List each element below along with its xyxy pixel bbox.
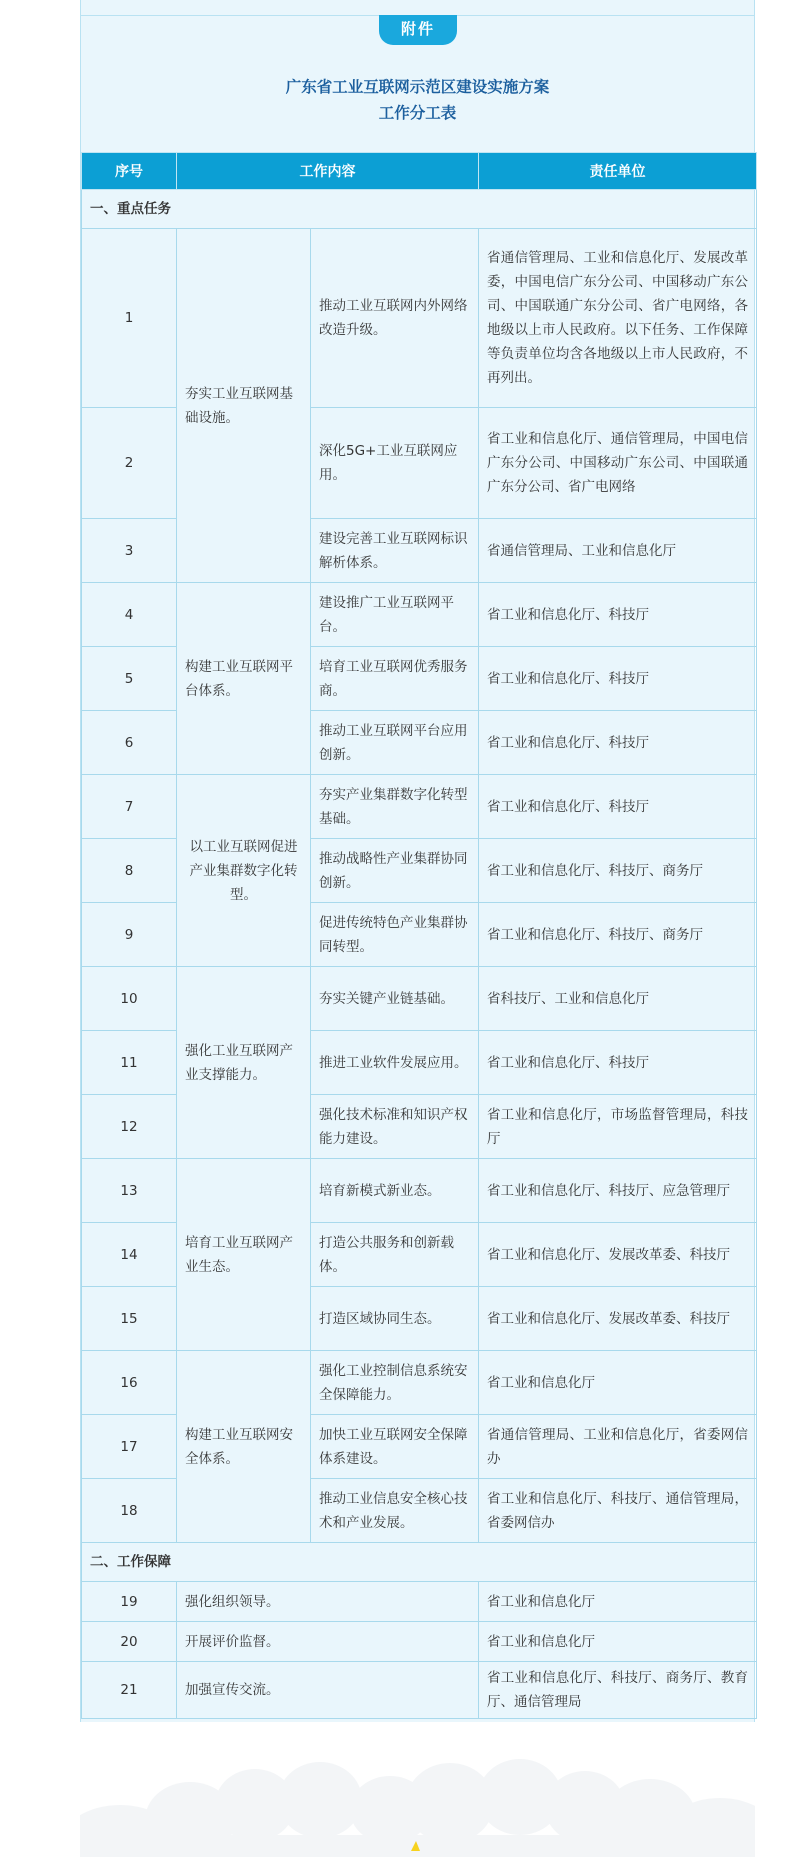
task-cell: 强化技术标准和知识产权能力建设。 — [311, 1095, 479, 1159]
table-row — [82, 583, 757, 647]
task-cell: 培育工业互联网优秀服务商。 — [311, 647, 479, 711]
task-cell: 推动战略性产业集群协同创新。 — [311, 839, 479, 903]
row-number: 8 — [82, 839, 177, 903]
row-number: 18 — [82, 1479, 177, 1543]
responsible-cell: 省工业和信息化厅、科技厅 — [479, 647, 757, 711]
table-row — [82, 1351, 757, 1415]
responsible-cell: 省工业和信息化厅，市场监督管理局，科技厅 — [479, 1095, 757, 1159]
responsible-cell: 省工业和信息化厅 — [479, 1582, 757, 1622]
table-row — [82, 1159, 757, 1223]
task-cell: 推动工业互联网内外网络改造升级。 — [311, 229, 479, 408]
table-header-row — [82, 153, 757, 190]
group-label: 培育工业互联网产业生态。 — [177, 1159, 311, 1351]
row-number: 11 — [82, 1031, 177, 1095]
row-number: 3 — [82, 519, 177, 583]
task-cell: 推动工业互联网平台应用创新。 — [311, 711, 479, 775]
row-number: 10 — [82, 967, 177, 1031]
responsible-cell: 省工业和信息化厅、发展改革委、科技厅 — [479, 1223, 757, 1287]
group-label: 强化工业互联网产业支撑能力。 — [177, 967, 311, 1159]
task-cell: 打造公共服务和创新载体。 — [311, 1223, 479, 1287]
document-panel — [80, 0, 755, 1722]
table-row — [82, 967, 757, 1031]
task-cell: 强化工业控制信息系统安全保障能力。 — [311, 1351, 479, 1415]
task-cell: 开展评价监督。 — [177, 1622, 479, 1662]
row-number: 21 — [82, 1662, 177, 1719]
row-number: 7 — [82, 775, 177, 839]
task-cell: 夯实关键产业链基础。 — [311, 967, 479, 1031]
title-line-1: 广东省工业互联网示范区建设实施方案 — [285, 78, 550, 96]
responsible-cell: 省工业和信息化厅、通信管理局，中国电信广东分公司、中国移动广东公司、中国联通广东分公司、省广电网络 — [479, 408, 757, 519]
row-number: 19 — [82, 1582, 177, 1622]
section-key-tasks: 一、重点任务 — [82, 190, 757, 229]
task-cell: 建设推广工业互联网平台。 — [311, 583, 479, 647]
row-number: 16 — [82, 1351, 177, 1415]
group-label: 构建工业互联网平台体系。 — [177, 583, 311, 775]
row-number: 14 — [82, 1223, 177, 1287]
responsible-cell: 省通信管理局、工业和信息化厅、发展改革委，中国电信广东分公司、中国移动广东公司、中国联通广东分公司、省广电网络，各地级以上市人民政府。以下任务、工作保障等负责单位均含各地级以上市人民政府，不再列出。 — [479, 229, 757, 408]
row-number: 20 — [82, 1622, 177, 1662]
task-cell: 强化组织领导。 — [177, 1582, 479, 1622]
row-number: 13 — [82, 1159, 177, 1223]
task-cell: 加快工业互联网安全保障体系建设。 — [311, 1415, 479, 1479]
cloud-decoration — [80, 1745, 755, 1857]
section-row — [82, 190, 757, 229]
document-title — [81, 74, 754, 126]
responsible-cell: 省工业和信息化厅、科技厅、商务厅 — [479, 903, 757, 967]
responsible-cell: 省工业和信息化厅 — [479, 1622, 757, 1662]
table-row — [82, 1582, 757, 1622]
table-row — [82, 775, 757, 839]
responsible-cell: 省工业和信息化厅、科技厅 — [479, 775, 757, 839]
responsible-cell: 省工业和信息化厅、科技厅 — [479, 711, 757, 775]
table-row — [82, 229, 757, 408]
table-row — [82, 1662, 757, 1719]
task-cell: 夯实产业集群数字化转型基础。 — [311, 775, 479, 839]
group-label: 构建工业互联网安全体系。 — [177, 1351, 311, 1543]
row-number: 9 — [82, 903, 177, 967]
section-guarantee: 二、工作保障 — [82, 1543, 757, 1582]
responsible-cell: 省工业和信息化厅、科技厅、应急管理厅 — [479, 1159, 757, 1223]
header-number: 序号 — [82, 153, 177, 190]
task-cell: 加强宣传交流。 — [177, 1662, 479, 1719]
task-cell: 建设完善工业互联网标识解析体系。 — [311, 519, 479, 583]
responsible-cell: 省通信管理局、工业和信息化厅，省委网信办 — [479, 1415, 757, 1479]
row-number: 6 — [82, 711, 177, 775]
responsible-cell: 省科技厅、工业和信息化厅 — [479, 967, 757, 1031]
row-number: 4 — [82, 583, 177, 647]
row-number: 5 — [82, 647, 177, 711]
responsible-cell: 省工业和信息化厅、科技厅 — [479, 583, 757, 647]
task-cell: 打造区域协同生态。 — [311, 1287, 479, 1351]
table-row — [82, 1622, 757, 1662]
task-cell: 促进传统特色产业集群协同转型。 — [311, 903, 479, 967]
header-work-content: 工作内容 — [177, 153, 479, 190]
row-number: 15 — [82, 1287, 177, 1351]
row-number: 2 — [82, 408, 177, 519]
row-number: 17 — [82, 1415, 177, 1479]
responsible-cell: 省工业和信息化厅、科技厅、商务厅 — [479, 839, 757, 903]
work-division-table — [81, 152, 757, 1719]
responsible-cell: 省工业和信息化厅、发展改革委、科技厅 — [479, 1287, 757, 1351]
section-row — [82, 1543, 757, 1582]
row-number: 12 — [82, 1095, 177, 1159]
attachment-badge: 附件 — [379, 15, 457, 45]
task-cell: 深化5G+工业互联网应用。 — [311, 408, 479, 519]
group-label: 以工业互联网促进产业集群数字化转型。 — [177, 775, 311, 967]
responsible-cell: 省工业和信息化厅、科技厅、通信管理局，省委网信办 — [479, 1479, 757, 1543]
row-number: 1 — [82, 229, 177, 408]
task-cell: 推进工业软件发展应用。 — [311, 1031, 479, 1095]
header-responsible-unit: 责任单位 — [479, 153, 757, 190]
responsible-cell: 省工业和信息化厅、科技厅 — [479, 1031, 757, 1095]
task-cell: 推动工业信息安全核心技术和产业发展。 — [311, 1479, 479, 1543]
responsible-cell: 省工业和信息化厅、科技厅、商务厅、教育厅、通信管理局 — [479, 1662, 757, 1719]
title-line-2: 工作分工表 — [378, 104, 457, 122]
group-label: 夯实工业互联网基础设施。 — [177, 229, 311, 583]
task-cell: 培育新模式新业态。 — [311, 1159, 479, 1223]
responsible-cell: 省通信管理局、工业和信息化厅 — [479, 519, 757, 583]
responsible-cell: 省工业和信息化厅 — [479, 1351, 757, 1415]
